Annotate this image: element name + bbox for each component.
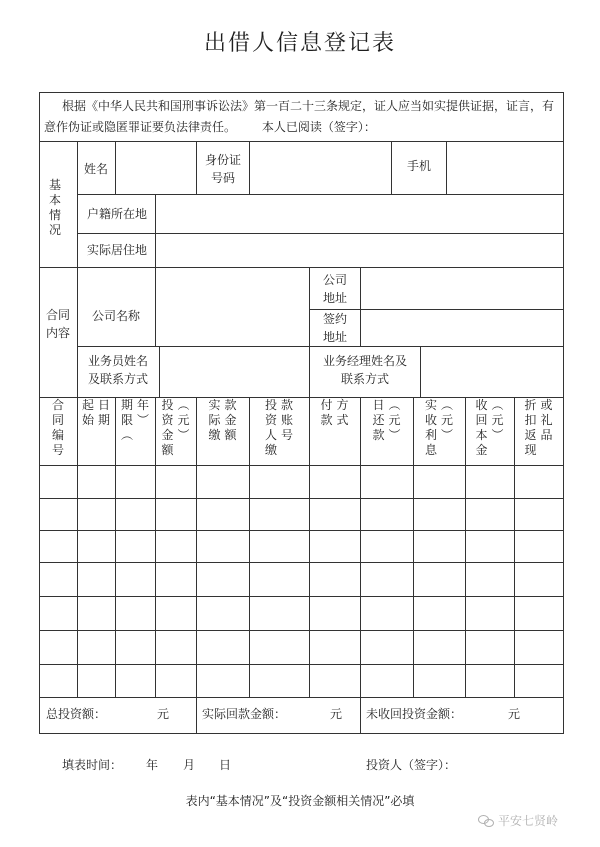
table-header-text: 起 始	[81, 398, 94, 427]
table-cell[interactable]	[515, 631, 563, 664]
table-cell[interactable]	[310, 665, 360, 697]
table-cell[interactable]	[310, 466, 360, 498]
table-cell[interactable]	[78, 563, 115, 596]
manager-field[interactable]	[421, 346, 563, 391]
grid-line	[196, 697, 197, 733]
total-investment-unit: 元	[157, 707, 170, 721]
table-cell[interactable]	[414, 665, 465, 697]
table-header-text: 日 期	[97, 398, 110, 427]
table-cell[interactable]	[466, 631, 514, 664]
total-investment-label: 总投资额：	[46, 707, 107, 721]
grid-line	[563, 92, 564, 733]
grid-line	[39, 697, 563, 698]
table-cell[interactable]	[116, 563, 155, 596]
month-label: 月	[183, 758, 196, 772]
company-address-field[interactable]	[361, 267, 563, 309]
company-label: 公司名称	[91, 309, 140, 323]
legal-notice	[44, 96, 564, 138]
name-field[interactable]	[116, 142, 195, 194]
table-cell[interactable]	[197, 665, 249, 697]
table-cell[interactable]	[361, 631, 413, 664]
table-header-text: 款 金 额	[224, 398, 237, 442]
grid-line	[39, 92, 564, 93]
table-cell[interactable]	[250, 597, 309, 630]
table-cell[interactable]	[361, 466, 413, 498]
table-cell[interactable]	[361, 563, 413, 596]
notice-signature-label: 本人已阅读（签字）：	[261, 120, 376, 134]
id-label: 身份证 号码	[204, 153, 241, 185]
form-title: 出借人信息登记表	[203, 31, 396, 56]
table-cell[interactable]	[116, 466, 155, 498]
table-cell[interactable]	[515, 531, 563, 562]
table-header-text: 期 限 ︵	[120, 398, 133, 442]
table-header-9	[413, 398, 465, 464]
table-cell[interactable]	[466, 563, 514, 596]
table-cell[interactable]	[250, 466, 309, 498]
table-cell[interactable]	[116, 531, 155, 562]
table-cell[interactable]	[250, 665, 309, 697]
actual-repaid-label: 实际回款金额：	[202, 707, 287, 721]
table-cell[interactable]	[156, 531, 196, 562]
table-header-11	[514, 398, 563, 464]
day-label: 日	[219, 758, 232, 772]
table-cell[interactable]	[466, 466, 514, 498]
table-cell[interactable]	[414, 631, 465, 664]
table-cell[interactable]	[40, 499, 77, 530]
table-cell[interactable]	[250, 631, 309, 664]
table-cell[interactable]	[78, 466, 115, 498]
table-cell[interactable]	[156, 563, 196, 596]
table-cell[interactable]	[40, 466, 77, 498]
phone-label: 手机	[406, 159, 431, 173]
table-cell[interactable]	[414, 466, 465, 498]
table-header-text: ︵ 元 ︶	[491, 398, 504, 442]
table-cell[interactable]	[310, 499, 360, 530]
table-header-text: 或 礼 品	[540, 398, 553, 442]
table-header-text: 年 ︶	[136, 398, 149, 427]
table-cell[interactable]	[78, 631, 115, 664]
manager-label: 业务经理姓名及 联系方式	[322, 354, 407, 386]
legal-notice-text: 根据《中华人民共和国刑事诉讼法》第一百二十三条规定，证人应当如实提供证据，证言，有意作伪证或隐匿罪证要负法律责任。	[44, 99, 555, 134]
unrecovered-label: 未收回投资金额：	[366, 707, 463, 721]
table-cell[interactable]	[466, 499, 514, 530]
unrecovered-unit: 元	[508, 707, 521, 721]
table-cell[interactable]	[466, 531, 514, 562]
table-header-5	[196, 398, 249, 464]
table-cell[interactable]	[116, 665, 155, 697]
table-cell[interactable]	[197, 499, 249, 530]
table-cell[interactable]	[466, 597, 514, 630]
table-cell[interactable]	[515, 665, 563, 697]
name-label: 姓名	[83, 162, 108, 176]
investor-signature-label: 投资人（签字）：	[366, 758, 457, 772]
table-cell[interactable]	[197, 531, 249, 562]
table-cell[interactable]	[197, 631, 249, 664]
table-header-text: 款 账 号	[280, 398, 293, 442]
table-header-text: ︵ 元 ︶	[388, 398, 401, 442]
table-cell[interactable]	[515, 563, 563, 596]
table-cell[interactable]	[310, 631, 360, 664]
table-cell[interactable]	[40, 597, 77, 630]
table-header-text: 实 际 缴	[208, 398, 221, 442]
watermark	[478, 812, 558, 829]
table-header-text: ︵ 元 ︶	[440, 398, 453, 442]
table-cell[interactable]	[250, 531, 309, 562]
table-header-8	[360, 398, 413, 464]
table-header-text: 折 扣 返 现	[524, 398, 537, 457]
table-cell[interactable]	[197, 466, 249, 498]
table-cell[interactable]	[40, 665, 77, 697]
table-cell[interactable]	[116, 597, 155, 630]
table-cell[interactable]	[78, 531, 115, 562]
table-header-text: 日 还 款	[372, 398, 385, 442]
residence-field[interactable]	[156, 234, 563, 266]
contract-section-label: 合同 内容	[45, 308, 70, 340]
table-cell[interactable]	[116, 499, 155, 530]
grid-line	[39, 733, 564, 734]
table-cell[interactable]	[310, 597, 360, 630]
table-cell[interactable]	[156, 665, 196, 697]
hukou-label: 户籍所在地	[86, 207, 147, 221]
table-header-text: 投 资 人 缴	[264, 398, 277, 457]
table-header-2	[77, 398, 115, 464]
grid-line	[360, 697, 361, 733]
table-cell[interactable]	[361, 597, 413, 630]
table-cell[interactable]	[156, 466, 196, 498]
table-header-6	[249, 398, 309, 464]
table-cell[interactable]	[156, 597, 196, 630]
salesman-label: 业务员姓名 及联系方式	[87, 354, 148, 386]
table-cell[interactable]	[515, 499, 563, 530]
table-cell[interactable]	[414, 531, 465, 562]
table-cell[interactable]	[515, 466, 563, 498]
table-header-text: 付 款	[320, 398, 333, 427]
id-field[interactable]	[250, 142, 390, 194]
table-cell[interactable]	[40, 531, 77, 562]
fill-date-label: 填表时间：	[62, 758, 123, 772]
year-label: 年	[146, 758, 159, 772]
residence-label: 实际居住地	[86, 243, 147, 257]
table-cell[interactable]	[361, 665, 413, 697]
table-cell[interactable]	[515, 597, 563, 630]
sign-address-label: 签约 地址	[322, 312, 347, 344]
table-cell[interactable]	[414, 499, 465, 530]
salesman-field[interactable]	[160, 346, 308, 391]
table-cell[interactable]	[466, 665, 514, 697]
table-header-4	[155, 398, 196, 464]
basic-section-label: 基 本 情 况	[48, 178, 61, 237]
table-cell[interactable]	[197, 597, 249, 630]
table-cell[interactable]	[414, 563, 465, 596]
actual-repaid-unit: 元	[330, 707, 343, 721]
table-cell[interactable]	[361, 499, 413, 530]
table-cell[interactable]	[414, 597, 465, 630]
table-header-text: 合 同 编 号	[51, 398, 64, 457]
table-header-7	[309, 398, 360, 464]
table-cell[interactable]	[310, 563, 360, 596]
company-address-label: 公司 地址	[322, 273, 347, 305]
table-header-text: 方 式	[336, 398, 349, 427]
table-cell[interactable]	[78, 597, 115, 630]
table-header-10	[465, 398, 514, 464]
phone-field[interactable]	[447, 142, 563, 194]
table-header-text: ︵ 元 ︶	[177, 398, 190, 442]
table-cell[interactable]	[156, 499, 196, 530]
table-cell[interactable]	[156, 631, 196, 664]
table-cell[interactable]	[40, 631, 77, 664]
wechat-icon	[478, 815, 494, 827]
hukou-field[interactable]	[156, 195, 563, 233]
table-cell[interactable]	[116, 631, 155, 664]
table-cell[interactable]	[361, 531, 413, 562]
table-cell[interactable]	[250, 563, 309, 596]
table-header-text: 收 回 本 金	[475, 398, 488, 457]
required-note: 表内“基本情况”及“投资金额相关情况”必填	[185, 794, 415, 808]
table-header-text: 实 收 利 息	[424, 398, 437, 457]
table-cell[interactable]	[78, 499, 115, 530]
table-cell[interactable]	[310, 531, 360, 562]
watermark-text: 平安七贤岭	[498, 814, 559, 828]
table-cell[interactable]	[250, 499, 309, 530]
company-field[interactable]	[156, 267, 308, 345]
sign-address-field[interactable]	[361, 310, 563, 345]
table-cell[interactable]	[197, 563, 249, 596]
table-header-text: 投 资 金 额	[161, 398, 174, 457]
table-header-1	[39, 398, 77, 464]
table-cell[interactable]	[78, 665, 115, 697]
table-cell[interactable]	[40, 563, 77, 596]
table-header-3	[115, 398, 155, 464]
